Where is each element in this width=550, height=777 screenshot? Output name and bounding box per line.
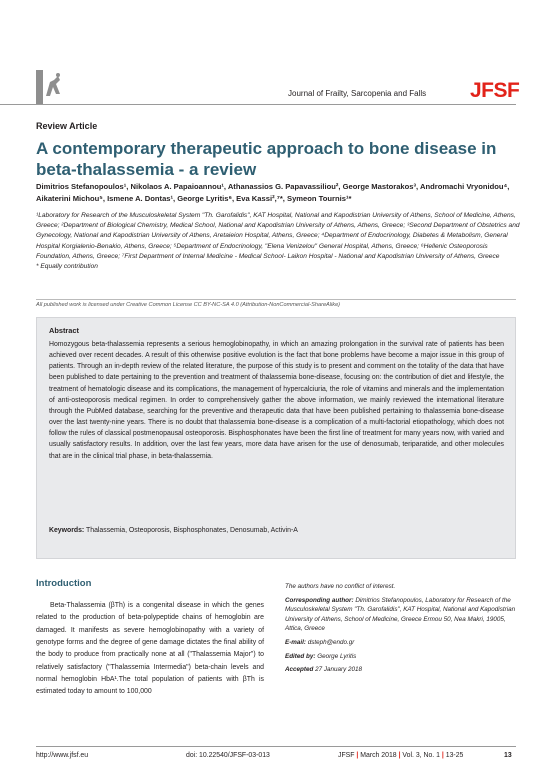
issue-date: March 2018 [360, 752, 397, 759]
email [285, 638, 516, 648]
page-range: 13-25 [445, 752, 464, 759]
running-title: Journal of Frailty, Sarcopenia and Falls [288, 89, 427, 98]
accepted-label: Accepted [285, 666, 314, 674]
affiliation-text: ¹Laboratory for Research of the Musculoskeletal System "Th. Garofalidis", KAT Hospital, National and Kapodistrian University of Athens, School of Medicine, Athens, Greece; ²Department of Biological Chemistry, Medical School, National and Kapodistrian University of Athens, Athens, Greece; ³Second Department of Obstetrics and Gynecology, National and Kapodistrian University of Athens, Aretaieion Hospital, Athens, Greece; ⁴Department of Endocrinology, Diabetes & Metabolism, General Hospital Korgialenio-Benakio, Athens, Greece; ⁵Department of Endocrinology, "Elena Venizelou" General Hospital, Athens, Greece; ⁶Hellenic Osteoporosis Foundation, Athens, Greece; ⁷First Department of Internal Medicine - Medical School- Laikon Hospital - National and Kapodistrian University of Athens, Greece [36, 212, 520, 260]
introduction-heading: Introduction [36, 578, 92, 589]
accepted-date [285, 665, 516, 675]
email-label: E-mail: [285, 638, 306, 646]
introduction-text [36, 600, 264, 699]
jfsf-logo: JFSF [470, 79, 520, 102]
doi: doi: 10.22540/JFSF-03-013 [186, 752, 270, 759]
journal-abbrev: JFSF [338, 752, 355, 759]
footer-divider [36, 746, 516, 747]
keywords [49, 526, 504, 536]
edited-label: Edited by: [285, 652, 316, 660]
abstract-text: Homozygous beta-thalassemia represents a serious hemoglobinopathy, in which an amazing prolongation in the survival rate of patients has been achieved over recent decades. A result of this otherwise positive evolution is the fact that bone problems have become a major issue in this group of patients. Through an in-depth review of the related literature, the purpose of this study is to present and comment on the totality of the data that have been published to date pertaining to the prevention and treatment of thalassemia bone-disease, focusing on: the contribution of diet and lifestyle, the treatment of hematologic disease and its complications, the management of hypercalciuria, the role of vitamins and minerals and the implementation of anti-osteoporosis medical regimen. In order to comprehensively gather the above information, we mainly reviewed the international literature through the PubMed database, searching for the preventive and therapeutic data that have been published pertaining to thalassemia bone-disease over the last twenty-nine years. There is no doubt that thalassemia bone-disease is a complication of a multi-factorial etiopathology, which does not follow the rules of classical postmenopausal osteoporosis. Bisphosphonates have been the first line of treatment for many years now, with varied and usually satisfactory results. In addition, over the last few years, more data have arisen for the use of denosumab, teriparatide, and other molecules that are in the clinical trial phase, in beta-thalassemia. [49, 341, 504, 460]
journal-url[interactable]: http://www.jfsf.eu [36, 752, 89, 759]
introduction-paragraph: Beta-Thalassemia (βTh) is a congenital disease in which the genes related to the production of beta-polypeptide chains of hemoglobin are damaged. It manifests as severe hemoglobinopathy with a variety of genotype forms and the degree of gene damage dictates the final ability of the body to produce from practically none at all ("Thalassemia Major") to relatively satisfactory ("Thalassemia Intermedia") beta-chain levels and normal hemoglobin HbA¹.The total population of patients with βTh is estimated today to amount to 100,000 [36, 602, 264, 696]
citation-line: JFSF | March 2018 | Vol. 3, No. 1 | 13-25 [338, 752, 464, 759]
accepted-value: 27 January 2018 [315, 666, 363, 674]
email-address[interactable]: dsteph@endo.gr [307, 638, 355, 646]
page-number: 13 [504, 752, 512, 759]
conflict-statement: The authors have no conflict of interest. [285, 583, 396, 590]
header-divider [0, 104, 516, 105]
article-info [285, 582, 516, 679]
editor-name: George Lyritis [317, 652, 357, 660]
keywords-label: Keywords: [49, 527, 85, 534]
article-type: Review Article [36, 121, 98, 131]
license-divider [36, 299, 516, 300]
license-note: All published work is licensed under Creative Common License CC BY-NC-SA 4.0 (Attribution-NonCommercial-ShareAlike) [36, 302, 341, 308]
author-list: Dimitrios Stefanopoulos¹, Nikolaos A. Papaioannou¹, Athanassios G. Papavassiliou², George Mastorakos³, Andromachi Vryonidou⁴, Aikaterini Michou⁵, Ismene A. Dontas¹, George Lyritis⁶, Eva Kassi²,⁷*, Symeon Tournis¹* [36, 182, 510, 203]
corresponding-label: Corresponding author: [285, 596, 354, 604]
journal-side-logo [36, 70, 66, 104]
edited-by [285, 652, 516, 662]
corresponding-author [285, 596, 516, 634]
corresponding-text: Dimitrios Stefanopoulos, Laboratory for Research of the Musculoskeletal System "Th. Garofalidis", KAT Hospital, National and Kapodistrian University of Athens, School of Medicine, Greece Ermou 50, Nea Makri, 19005, Attica, Greece [285, 596, 516, 633]
abstract-heading: Abstract [49, 326, 79, 335]
affiliations [36, 211, 521, 272]
keywords-text: Thalassemia, Osteoporosis, Bisphosphonates, Denosumab, Activin-A [86, 527, 298, 534]
article-title: A contemporary therapeutic approach to bone disease in beta-thalassemia - a review [36, 139, 497, 179]
equal-contribution-note: * Equally contribution [36, 263, 98, 271]
volume-issue: Vol. 3, No. 1 [402, 752, 440, 759]
